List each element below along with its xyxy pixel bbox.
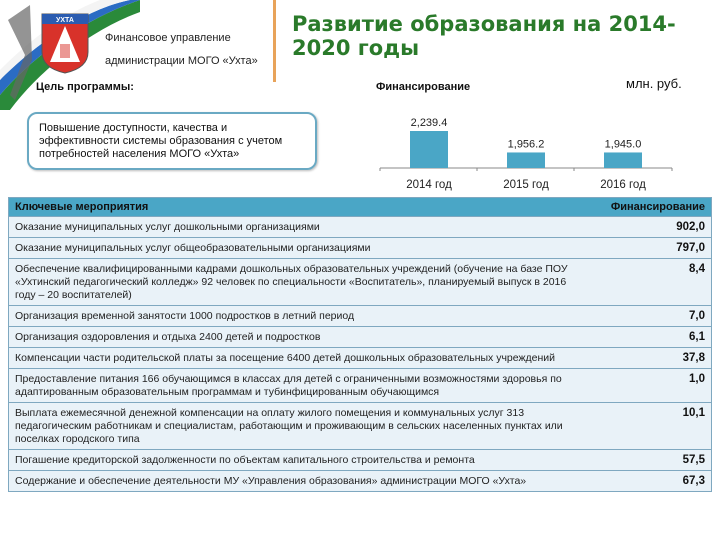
measure-value: 8,4	[689, 263, 705, 275]
category-label: 2015 год	[503, 179, 549, 191]
bar	[410, 131, 448, 168]
measure-value: 7,0	[689, 310, 705, 322]
page-title: Развитие образования на 2014-2020 годы	[292, 12, 676, 60]
measure-text: Выплата ежемесячной денежной компенсации на оплату жилого помещения и коммунальных услуг 313 педагогическим работникам и специалистам, работающим и проживающим в сельских населенных пунктах или поселках городского типа	[15, 407, 563, 445]
table-row	[9, 449, 711, 470]
bar	[604, 152, 642, 168]
financing-bar-chart	[370, 105, 690, 197]
measure-text: Компенсации части родительской платы за посещение 6400 детей дошкольных образовательных учреждений	[15, 352, 556, 364]
measure-value: 6,1	[689, 331, 705, 343]
table-row	[9, 216, 711, 237]
header-measures: Ключевые мероприятия	[15, 201, 149, 213]
goal-label: Цель программы:	[36, 81, 134, 93]
table-row	[9, 258, 711, 305]
bar-value-label: 2,239.4	[410, 117, 448, 129]
measure-value: 67,3	[682, 475, 705, 487]
measure-text: Организация временной занятости 1000 подростков в летний период	[15, 310, 355, 322]
uhta-emblem	[40, 12, 90, 74]
measure-text: Обеспечение квалифицированными кадрами дошкольных образовательных учреждений (обучение на базе ПОУ «Ухтинский педагогический колледж» 92 человек по специальности «Воспитатель», планируемый выпуск в 2016 году – 20 воспитателей)	[15, 263, 568, 301]
financing-label: Финансирование	[376, 81, 471, 93]
measure-value: 797,0	[676, 242, 705, 254]
unit-label: млн. руб.	[626, 76, 682, 91]
measure-value: 57,5	[682, 454, 705, 466]
measure-value: 1,0	[689, 373, 705, 385]
bar	[507, 152, 545, 168]
header-financing: Финансирование	[610, 201, 705, 213]
measure-value: 37,8	[682, 352, 705, 364]
measure-text: Оказание муниципальных услуг общеобразовательными организациями	[15, 242, 371, 254]
measure-value: 902,0	[676, 221, 705, 233]
measure-text: Оказание муниципальных услуг дошкольными организациями	[15, 221, 320, 233]
divider	[273, 0, 276, 82]
measure-text: Погашение кредиторской задолженности по объектам капитального строительства и ремонта	[15, 454, 475, 466]
category-label: 2016 год	[600, 179, 646, 191]
measure-text: Предоставление питания 166 обучающимся в классах для детей с ограниченными возможностями здоровья по адаптированным образовательным программам и тубинфицированным обучающимся	[15, 373, 562, 398]
table-row	[9, 305, 711, 326]
table-row	[9, 470, 711, 491]
measures-table	[8, 197, 712, 492]
table-header	[9, 198, 711, 216]
bar-value-label: 1,956.2	[507, 138, 545, 151]
goal-box: Повышение доступности, качества и эффективности системы образования с учетом потребностей населения МОГО «Ухта»	[27, 112, 317, 170]
table-row	[9, 368, 711, 402]
measure-text: Содержание и обеспечение деятельности МУ «Управления образования» администрации МОГО «Ухта»	[15, 475, 527, 487]
table-row	[9, 326, 711, 347]
category-label: 2014 год	[406, 179, 452, 191]
org-name-line1: Финансовое управление	[105, 32, 231, 44]
org-name-line2: администрации МОГО «Ухта»	[105, 55, 258, 67]
svg-text:УХТА: УХТА	[56, 17, 74, 24]
bar-value-label: 1,945.0	[604, 138, 642, 151]
measure-value: 10,1	[682, 407, 705, 419]
table-row	[9, 347, 711, 368]
table-row	[9, 402, 711, 449]
measure-text: Организация оздоровления и отдыха 2400 детей и подростков	[15, 331, 321, 343]
table-row	[9, 237, 711, 258]
